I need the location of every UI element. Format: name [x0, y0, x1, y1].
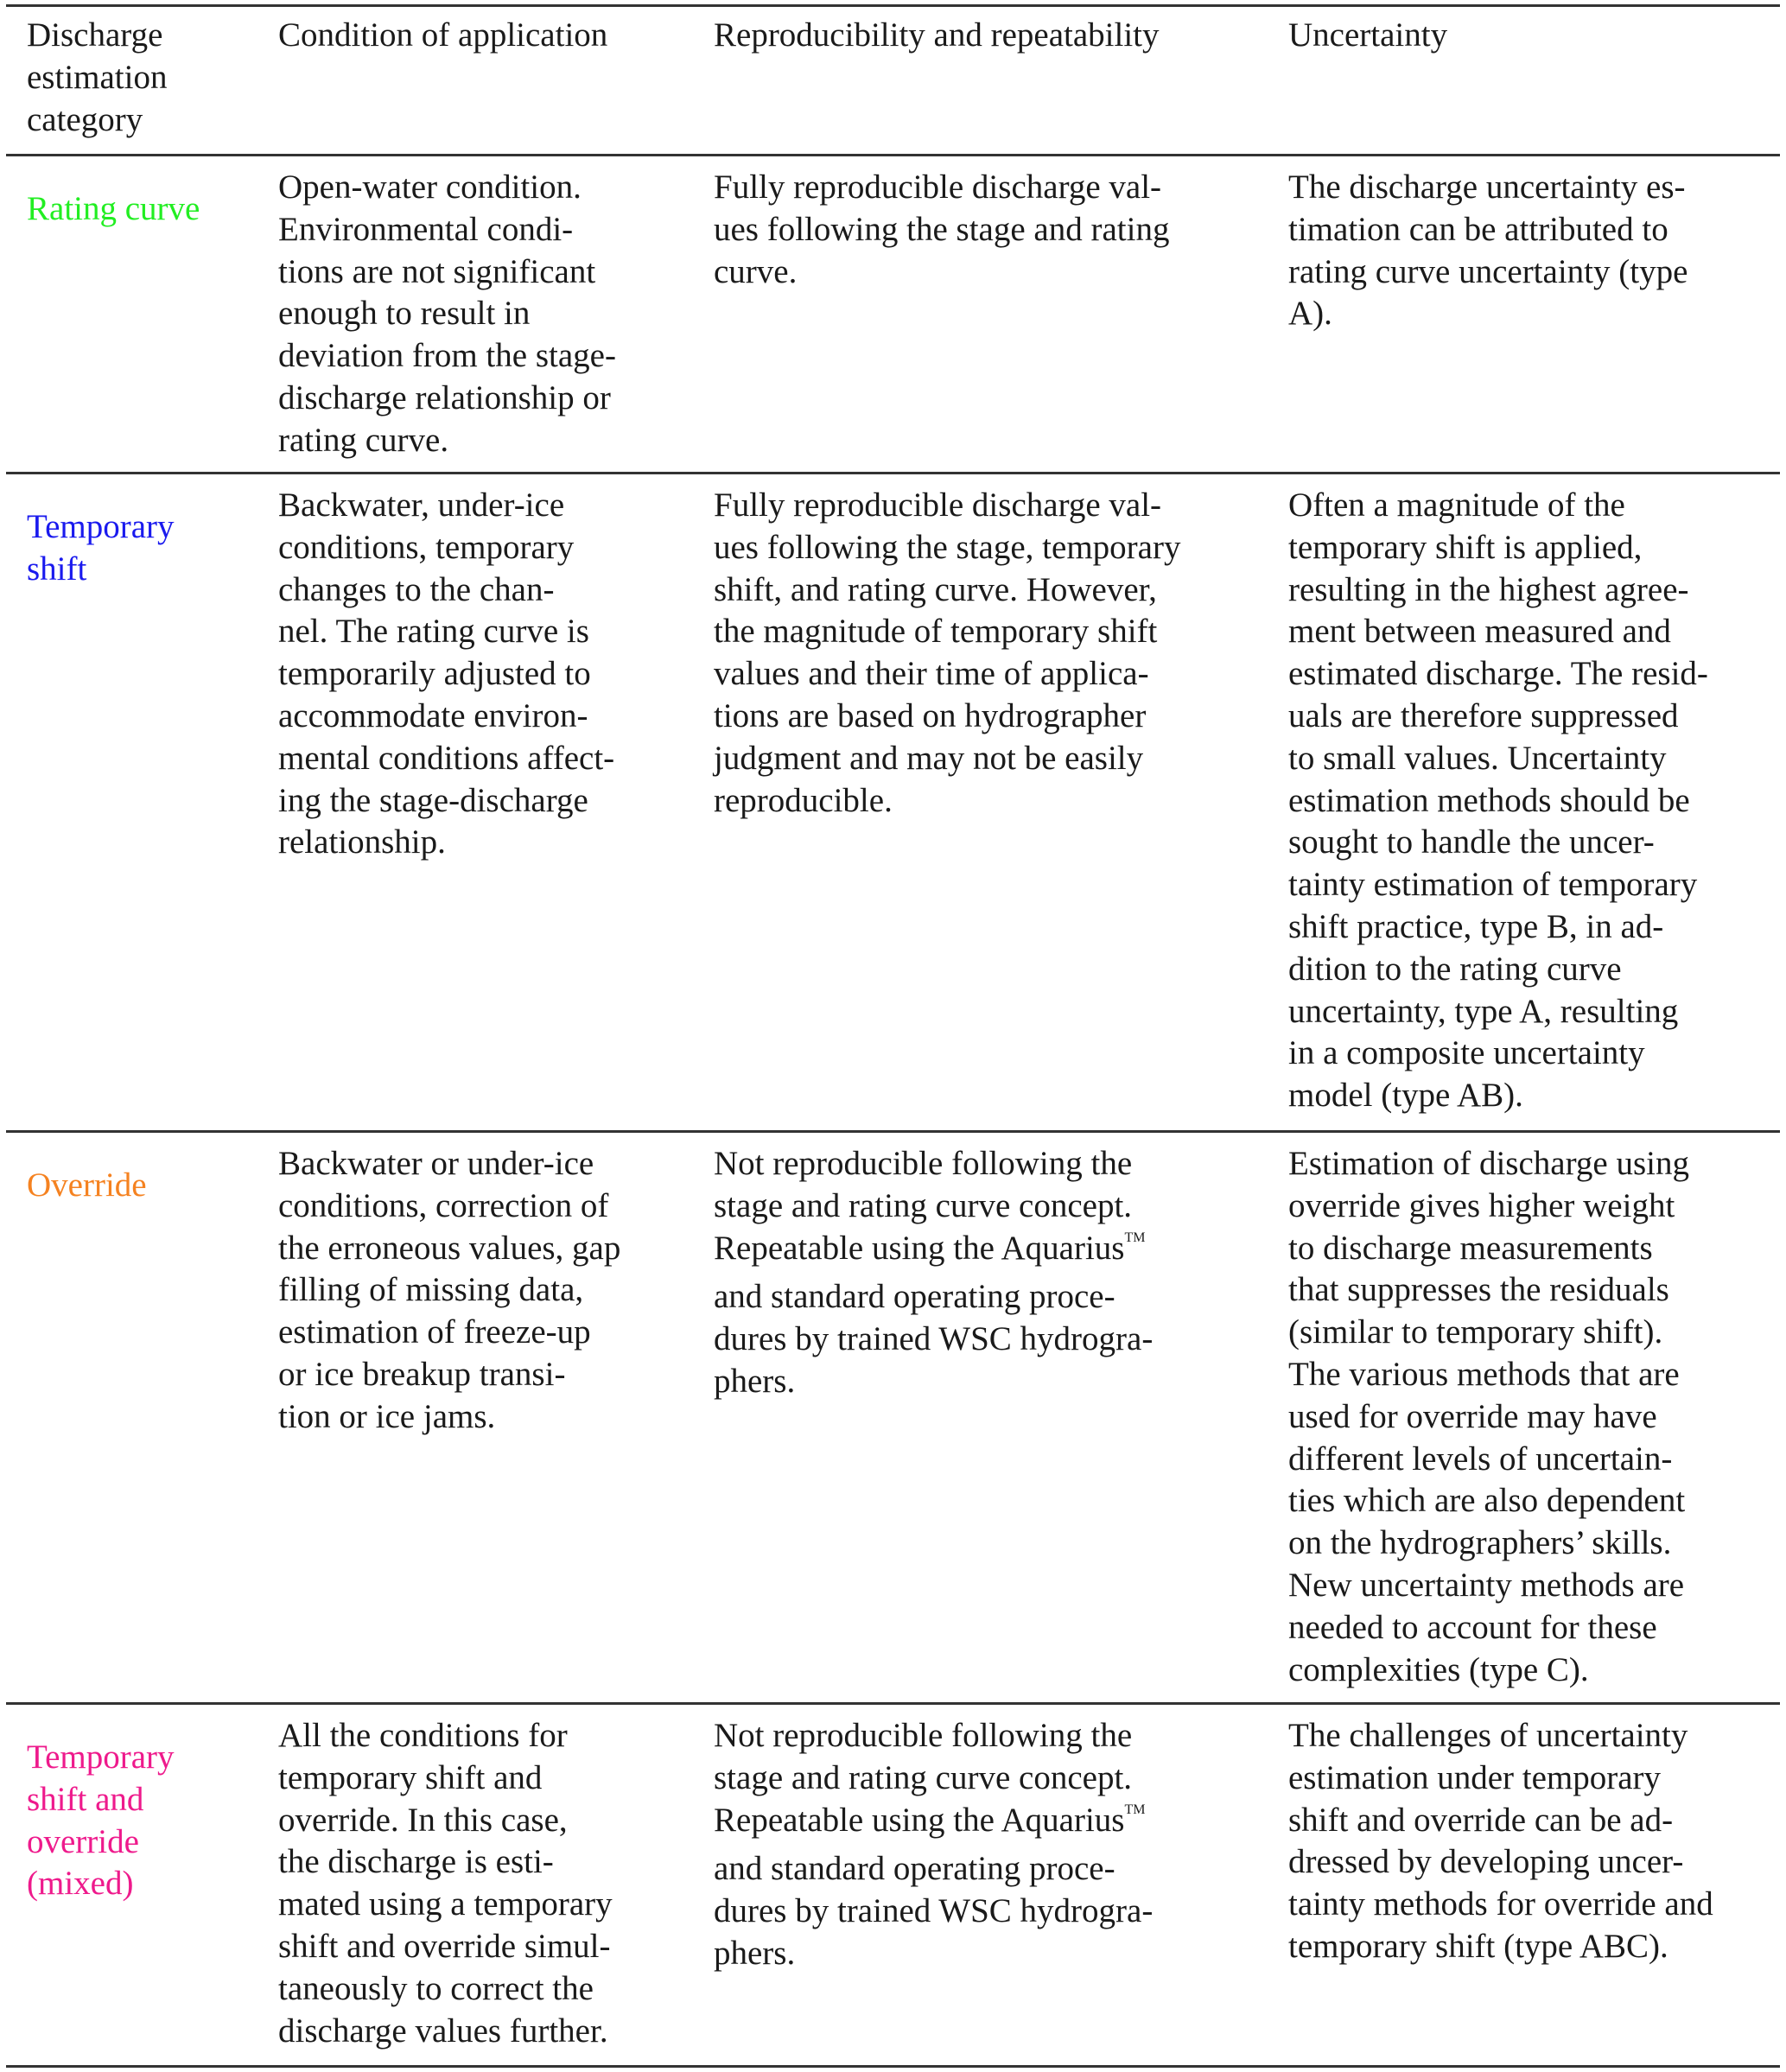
cell-text: changes to the chan-	[278, 570, 555, 608]
cell-text: tainty estimation of temporary	[1288, 866, 1698, 904]
cell-text: rating curve.	[278, 421, 449, 459]
cell-text: Often a magnitude of the	[1288, 486, 1625, 524]
cell-line	[714, 1276, 1153, 1319]
cell-text: All the conditions for	[278, 1717, 568, 1754]
cell-line	[278, 1396, 620, 1439]
cell-line	[714, 1757, 1153, 1800]
cell-line	[27, 1821, 175, 1864]
cell-line	[714, 485, 1180, 527]
cell-text: filling of missing data,	[278, 1271, 584, 1309]
cell-text: Rating curve	[27, 190, 200, 227]
cell-line	[1288, 293, 1687, 335]
cell-text: to discharge measurements	[1288, 1229, 1653, 1267]
cell-line	[278, 611, 614, 653]
cell-text: that suppresses the residuals	[1288, 1271, 1669, 1309]
cell-text: override	[27, 1822, 139, 1860]
cell-text: Temporary	[27, 1738, 175, 1776]
cell-line	[1288, 1439, 1689, 1481]
cell-line	[278, 822, 614, 864]
cell-line	[714, 1848, 1153, 1891]
cell-line	[1288, 1757, 1713, 1800]
cell-line	[278, 209, 616, 251]
cell-line	[1288, 1312, 1689, 1354]
cell-line	[278, 1143, 620, 1185]
cell-text: mated using a temporary	[278, 1885, 613, 1923]
header-uncertainty	[1288, 15, 1447, 57]
cell-line	[1288, 1354, 1689, 1396]
cell-text: ties which are also dependent	[1288, 1482, 1686, 1520]
cell-line	[1288, 991, 1708, 1033]
cell-text: the erroneous values, gap	[278, 1229, 621, 1267]
cell-line	[1288, 15, 1447, 57]
cell-text: accommodate environ-	[278, 696, 588, 734]
cell-text: Backwater, under-ice	[278, 486, 565, 524]
cell-line	[1288, 780, 1708, 823]
category-temporary-shift	[27, 506, 175, 591]
cell-line	[714, 167, 1169, 209]
cell-line	[1288, 1926, 1713, 1968]
uncertainty-cell	[1288, 1715, 1713, 1968]
cell-text: temporary shift (type ABC).	[1288, 1927, 1668, 1965]
cell-text: discharge values further.	[278, 2012, 608, 2050]
row-divider	[6, 1702, 1780, 1705]
cell-text: ues following the stage and rating	[714, 210, 1170, 248]
cell-text: estimated discharge. The resid-	[1288, 655, 1708, 693]
cell-line	[1288, 1396, 1689, 1439]
cell-line	[1288, 485, 1708, 527]
cell-text: A).	[1288, 295, 1332, 333]
cell-text: Condition of application	[278, 16, 608, 54]
cell-line	[1288, 696, 1708, 738]
category-override	[27, 1165, 147, 1207]
cell-text: phers.	[714, 1362, 796, 1400]
cell-line	[278, 780, 614, 823]
cell-text: model (type AB).	[1288, 1077, 1523, 1115]
cell-text: ing the stage-discharge	[278, 781, 588, 819]
cell-line	[1288, 906, 1708, 949]
cell-line	[1288, 1522, 1689, 1565]
uncertainty-cell	[1288, 167, 1687, 335]
cell-text: Repeatable using the Aquarius	[714, 1801, 1125, 1839]
header-condition	[278, 15, 607, 57]
cell-text: curve.	[714, 252, 798, 290]
cell-text: Environmental condi-	[278, 210, 574, 248]
cell-line	[278, 1269, 620, 1312]
cell-line	[278, 1228, 620, 1270]
cell-line	[714, 1933, 1153, 1975]
cell-line	[714, 1143, 1153, 1185]
cell-text: phers.	[714, 1934, 796, 1972]
cell-text: Not reproducible following the	[714, 1145, 1133, 1182]
cell-text: tion or ice jams.	[278, 1397, 496, 1435]
cell-line	[278, 251, 616, 294]
cell-line	[278, 738, 614, 780]
cell-line	[714, 653, 1180, 696]
cell-text: temporary shift is applied,	[1288, 528, 1643, 566]
cell-text: Temporary	[27, 508, 175, 545]
cell-line	[1288, 527, 1708, 569]
cell-line	[1288, 1075, 1708, 1117]
cell-line	[714, 1185, 1153, 1228]
cell-text: Fully reproducible discharge val-	[714, 486, 1162, 524]
cell-text: (similar to temporary shift).	[1288, 1313, 1663, 1351]
cell-text: conditions, correction of	[278, 1186, 609, 1224]
cell-line	[1288, 611, 1708, 653]
cell-text: and standard operating proce-	[714, 1850, 1115, 1888]
cell-line	[27, 57, 167, 99]
cell-text: nel. The rating curve is	[278, 613, 589, 651]
cell-line	[1288, 1228, 1689, 1270]
uncertainty-cell	[1288, 1143, 1689, 1691]
cell-line	[278, 1884, 613, 1926]
cell-line	[1288, 209, 1687, 251]
cell-text: mental conditions affect-	[278, 739, 615, 777]
reproducibility-cell	[714, 1715, 1153, 1975]
header-category	[27, 15, 167, 141]
cell-text: taneously to correct the	[278, 1969, 594, 2007]
cell-line	[1288, 1649, 1689, 1692]
cell-line	[1288, 1143, 1689, 1185]
cell-line	[278, 696, 614, 738]
cell-text: discharge relationship or	[278, 378, 611, 416]
cell-text: Estimation of discharge using	[1288, 1145, 1689, 1182]
cell-text: Open-water condition.	[278, 168, 582, 206]
cell-line	[278, 293, 616, 335]
cell-text: Reproducibility and repeatability	[714, 16, 1160, 54]
cell-text: estimation methods should be	[1288, 781, 1690, 819]
cell-line	[1288, 864, 1708, 906]
cell-line	[714, 1800, 1153, 1849]
cell-text: Backwater or under-ice	[278, 1145, 594, 1182]
cell-text: the discharge is esti-	[278, 1843, 554, 1881]
cell-text: stage and rating curve concept.	[714, 1186, 1133, 1224]
cell-line	[714, 1319, 1153, 1361]
cell-text: temporary shift and	[278, 1758, 543, 1796]
cell-line	[278, 167, 616, 209]
cell-text: dition to the rating curve	[1288, 950, 1622, 988]
cell-line	[1288, 949, 1708, 991]
cell-line	[278, 335, 616, 378]
cell-line	[714, 527, 1180, 569]
cell-text: shift and	[27, 1780, 144, 1818]
top-rule	[6, 4, 1780, 7]
cell-line	[1288, 1480, 1689, 1522]
cell-line	[1288, 738, 1708, 780]
cell-text: shift practice, type B, in ad-	[1288, 907, 1664, 945]
cell-line	[714, 15, 1160, 57]
cell-text: in a composite uncertainty	[1288, 1034, 1645, 1072]
cell-text: and standard operating proce-	[714, 1278, 1115, 1316]
condition-cell	[278, 1715, 613, 2052]
cell-line	[278, 1968, 613, 2011]
cell-text: New uncertainty methods are	[1288, 1566, 1685, 1604]
cell-text: uncertainty, type A, resulting	[1288, 992, 1679, 1030]
cell-line	[1288, 167, 1687, 209]
cell-line	[278, 378, 616, 420]
cell-text: (mixed)	[27, 1865, 134, 1903]
row-divider	[6, 1130, 1780, 1133]
cell-line	[714, 696, 1180, 738]
cell-text: enough to result in	[278, 295, 531, 333]
cell-text: ues following the stage, temporary	[714, 528, 1181, 566]
uncertainty-cell	[1288, 485, 1708, 1117]
cell-text: complexities (type C).	[1288, 1650, 1589, 1688]
cell-line	[278, 1185, 620, 1228]
cell-line	[1288, 1800, 1713, 1842]
cell-text: dures by trained WSC hydrogra-	[714, 1892, 1154, 1930]
trademark-symbol: TM	[1124, 1230, 1146, 1245]
condition-cell	[278, 1143, 620, 1439]
cell-line	[1288, 569, 1708, 612]
cell-text: on the hydrographers’ skills.	[1288, 1524, 1672, 1562]
cell-line	[1288, 1884, 1713, 1926]
header-rule	[6, 154, 1780, 156]
category-temporary-shift-and-override	[27, 1737, 175, 1905]
cell-text: conditions, temporary	[278, 528, 575, 566]
cell-line	[278, 1757, 613, 1800]
cell-line	[1288, 1565, 1689, 1607]
cell-text: Override	[27, 1166, 147, 1204]
cell-text: shift, and rating curve. However,	[714, 570, 1157, 608]
cell-text: to small values. Uncertainty	[1288, 739, 1667, 777]
cell-text: override. In this case,	[278, 1801, 568, 1839]
cell-text: or ice breakup transi-	[278, 1355, 566, 1393]
cell-line	[1288, 1185, 1689, 1228]
cell-line	[278, 1715, 613, 1757]
condition-cell	[278, 167, 616, 462]
cell-line	[278, 569, 614, 612]
cell-text: rating curve uncertainty (type	[1288, 252, 1688, 290]
cell-line	[1288, 1033, 1708, 1075]
cell-text: shift and override can be ad-	[1288, 1801, 1674, 1839]
cell-line	[714, 780, 1180, 823]
cell-line	[278, 2011, 613, 2053]
cell-text: different levels of uncertain-	[1288, 1440, 1673, 1478]
cell-line	[714, 251, 1169, 294]
cell-text: The discharge uncertainty es-	[1288, 168, 1686, 206]
cell-text: relationship.	[278, 823, 446, 861]
cell-text: the magnitude of temporary shift	[714, 613, 1158, 651]
cell-line	[27, 1863, 175, 1905]
cell-text: tions are not significant	[278, 252, 596, 290]
cell-text: estimation under temporary	[1288, 1758, 1662, 1796]
header-reproducibility	[714, 15, 1160, 57]
cell-text: tions are based on hydrographer	[714, 696, 1147, 734]
cell-text: shift and override simul-	[278, 1927, 611, 1965]
reproducibility-cell	[714, 167, 1169, 293]
cell-line	[714, 209, 1169, 251]
cell-text: reproducible.	[714, 781, 893, 819]
cell-text: timation can be attributed to	[1288, 210, 1668, 248]
cell-text: sought to handle the uncer-	[1288, 823, 1655, 861]
cell-text: judgment and may not be easily	[714, 739, 1144, 777]
cell-text: needed to account for these	[1288, 1608, 1657, 1646]
cell-line	[1288, 1269, 1689, 1312]
cell-line	[1288, 1841, 1713, 1884]
cell-line	[714, 1228, 1153, 1277]
cell-line	[278, 1354, 620, 1396]
cell-line	[278, 1926, 613, 1968]
cell-text: category	[27, 100, 143, 138]
cell-line	[1288, 822, 1708, 864]
cell-line	[278, 1800, 613, 1842]
cell-line	[278, 527, 614, 569]
cell-line	[278, 1312, 620, 1354]
cell-text: The various methods that are	[1288, 1355, 1680, 1393]
cell-text: temporarily adjusted to	[278, 655, 591, 693]
cell-line	[278, 1841, 613, 1884]
cell-line	[1288, 251, 1687, 294]
bottom-rule	[6, 2065, 1780, 2068]
cell-line	[27, 99, 167, 142]
cell-line	[714, 738, 1180, 780]
cell-text: deviation from the stage-	[278, 337, 616, 375]
cell-text: dressed by developing uncer-	[1288, 1843, 1684, 1881]
cell-text: tainty methods for override and	[1288, 1885, 1713, 1923]
cell-text: estimation	[27, 58, 168, 96]
cell-line	[278, 485, 614, 527]
trademark-symbol: TM	[1124, 1802, 1146, 1817]
cell-line	[714, 569, 1180, 612]
cell-text: The challenges of uncertainty	[1288, 1717, 1688, 1754]
cell-line	[714, 1361, 1153, 1403]
reproducibility-cell	[714, 1143, 1153, 1403]
cell-line	[27, 1165, 147, 1207]
cell-line	[278, 420, 616, 462]
condition-cell	[278, 485, 614, 864]
reproducibility-cell	[714, 485, 1180, 822]
cell-text: stage and rating curve concept.	[714, 1758, 1133, 1796]
cell-line	[1288, 1715, 1713, 1757]
cell-line	[27, 15, 167, 57]
cell-text: override gives higher weight	[1288, 1186, 1675, 1224]
cell-text: used for override may have	[1288, 1397, 1657, 1435]
cell-text: Repeatable using the Aquarius	[714, 1229, 1125, 1267]
cell-line	[278, 15, 607, 57]
cell-line	[27, 549, 175, 591]
cell-text: Not reproducible following the	[714, 1717, 1133, 1754]
cell-line	[714, 1891, 1153, 1933]
cell-line	[27, 1779, 175, 1821]
cell-line	[1288, 653, 1708, 696]
cell-text: shift	[27, 550, 87, 588]
cell-text: dures by trained WSC hydrogra-	[714, 1320, 1154, 1358]
cell-line	[714, 611, 1180, 653]
cell-line	[278, 653, 614, 696]
cell-text: ment between measured and	[1288, 613, 1671, 651]
cell-text: Discharge	[27, 16, 163, 54]
cell-text: estimation of freeze-up	[278, 1313, 591, 1351]
cell-line	[27, 188, 200, 231]
cell-text: Fully reproducible discharge val-	[714, 168, 1162, 206]
category-rating-curve	[27, 188, 200, 231]
row-divider	[6, 472, 1780, 474]
cell-text: resulting in the highest agree-	[1288, 570, 1689, 608]
cell-line	[27, 1737, 175, 1779]
cell-text: uals are therefore suppressed	[1288, 696, 1679, 734]
cell-line	[27, 506, 175, 549]
cell-line	[714, 1715, 1153, 1757]
cell-text: values and their time of applica-	[714, 655, 1149, 693]
cell-line	[1288, 1607, 1689, 1649]
cell-text: Uncertainty	[1288, 16, 1448, 54]
